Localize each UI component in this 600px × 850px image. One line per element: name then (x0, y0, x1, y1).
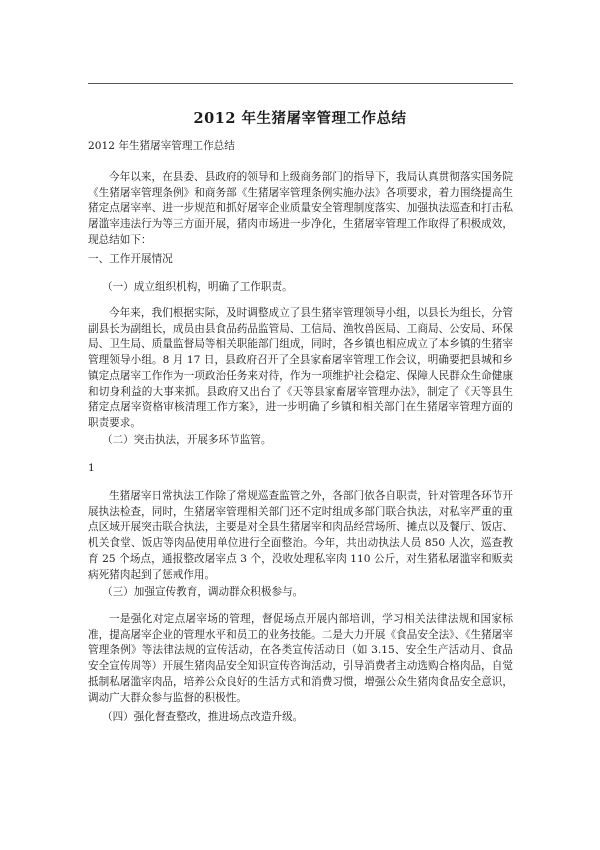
subsection-heading-4: （四）强化督查整改，推进场点改造升级。 (102, 711, 304, 723)
section-heading-1: 一、工作开展情况 (88, 253, 173, 265)
header-rule (88, 83, 513, 84)
body-paragraph-1: 今年来，我们根据实际，及时调整成立了县生猪宰管理领导小组，以县长为组长，分管副县长为副组长，成员由县食品药品监管局、工信局、渔牧兽医局、工商局、公安局、环保局、卫生局、质量监督局等相关职能部门组成，同时，各乡镇也相应成立了本乡镇的生猪宰管理领导小组。8 月 17 日，县政府召开了全县家畜屠宰管理工作会议，明确要把县城和乡镇定点屠宰工作作为一项政治任务来对待，作为一项维护社会稳定、保障人民群众生命健康和切身利益的大事来抓。县政府又出台了《天等县家畜屠宰管理办法》，制定了《天等县生猪定点屠宰资格审核清理工作方案》，进一步明确了乡镇和相关部门在生猪屠宰管理方面的职责要求。 (88, 307, 513, 429)
body-paragraph-2: 生猪屠宰日常执法工作除了常规巡查监管之外，各部门依各自职责，针对管理各环节开展执法检查，同时，生猪屠宰管理相关部门还不定时组成多部门联合执法，对私宰严重的重点区域开展突击联合执法，主要是对全县生猪屠宰和肉品经营场所、摊点以及餐厅、饭店、机关食堂、饭店等肉品使用单位进行全面整治。今年，共出动执法人员 850 人次，巡查教育 25 个场点，通报整改屠宰点 3 个，没收处理私宰肉 110 公斤，对生猪私屠滥宰和贩卖病死猪肉起到了惩戒作用。 (88, 490, 513, 581)
body-paragraph-3: 一是强化对定点屠宰场的管理，督促场点开展内部培训，学习相关法律法规和国家标准，提高屠宰企业的管理水平和员工的业务技能。二是大力开展《食品安全法》、《生猪屠宰管理条例》等法律法规的宣传活动，在各类宣传活动日（如 3.15、安全生产活动月、食品安全宣传周等）开展生猪肉品安全知识宣传咨询活动，引导消费者主动选购合格肉品，自觉抵制私屠滥宰肉品，培养公众良好的生活方式和消费习惯，增强公众生猪肉食品安全意识，调动广大群众参与监督的积极性。 (88, 613, 513, 704)
subsection-heading-3: （三）加强宣传教育，调动群众积极参与。 (102, 586, 304, 598)
subsection-heading-2: （二）突击执法，开展多环节监管。 (102, 434, 272, 446)
subtitle: 2012 年生猪屠宰管理工作总结 (88, 140, 235, 152)
page-number: 1 (88, 462, 95, 474)
subsection-heading-1: （一）成立组织机构，明确了工作职责。 (102, 281, 293, 293)
intro-paragraph: 今年以来，在县委、县政府的领导和上级商务部门的指导下，我局认真贯彻落实国务院《生猪屠宰管理条例》和商务部《生猪屠宰管理条例实施办法》各项要求，着力围绕提高生猪定点屠宰率、进一步规范和抓好屠宰企业质量安全管理制度落实、加强执法巡查和打击私屠滥宰违法行为等三方面开展，猪肉市场进一步净化，生猪屠宰管理工作取得了积极成效，现总结如下： (88, 171, 513, 246)
document-title: 2012 年生猪屠宰管理工作总结 (193, 110, 407, 127)
